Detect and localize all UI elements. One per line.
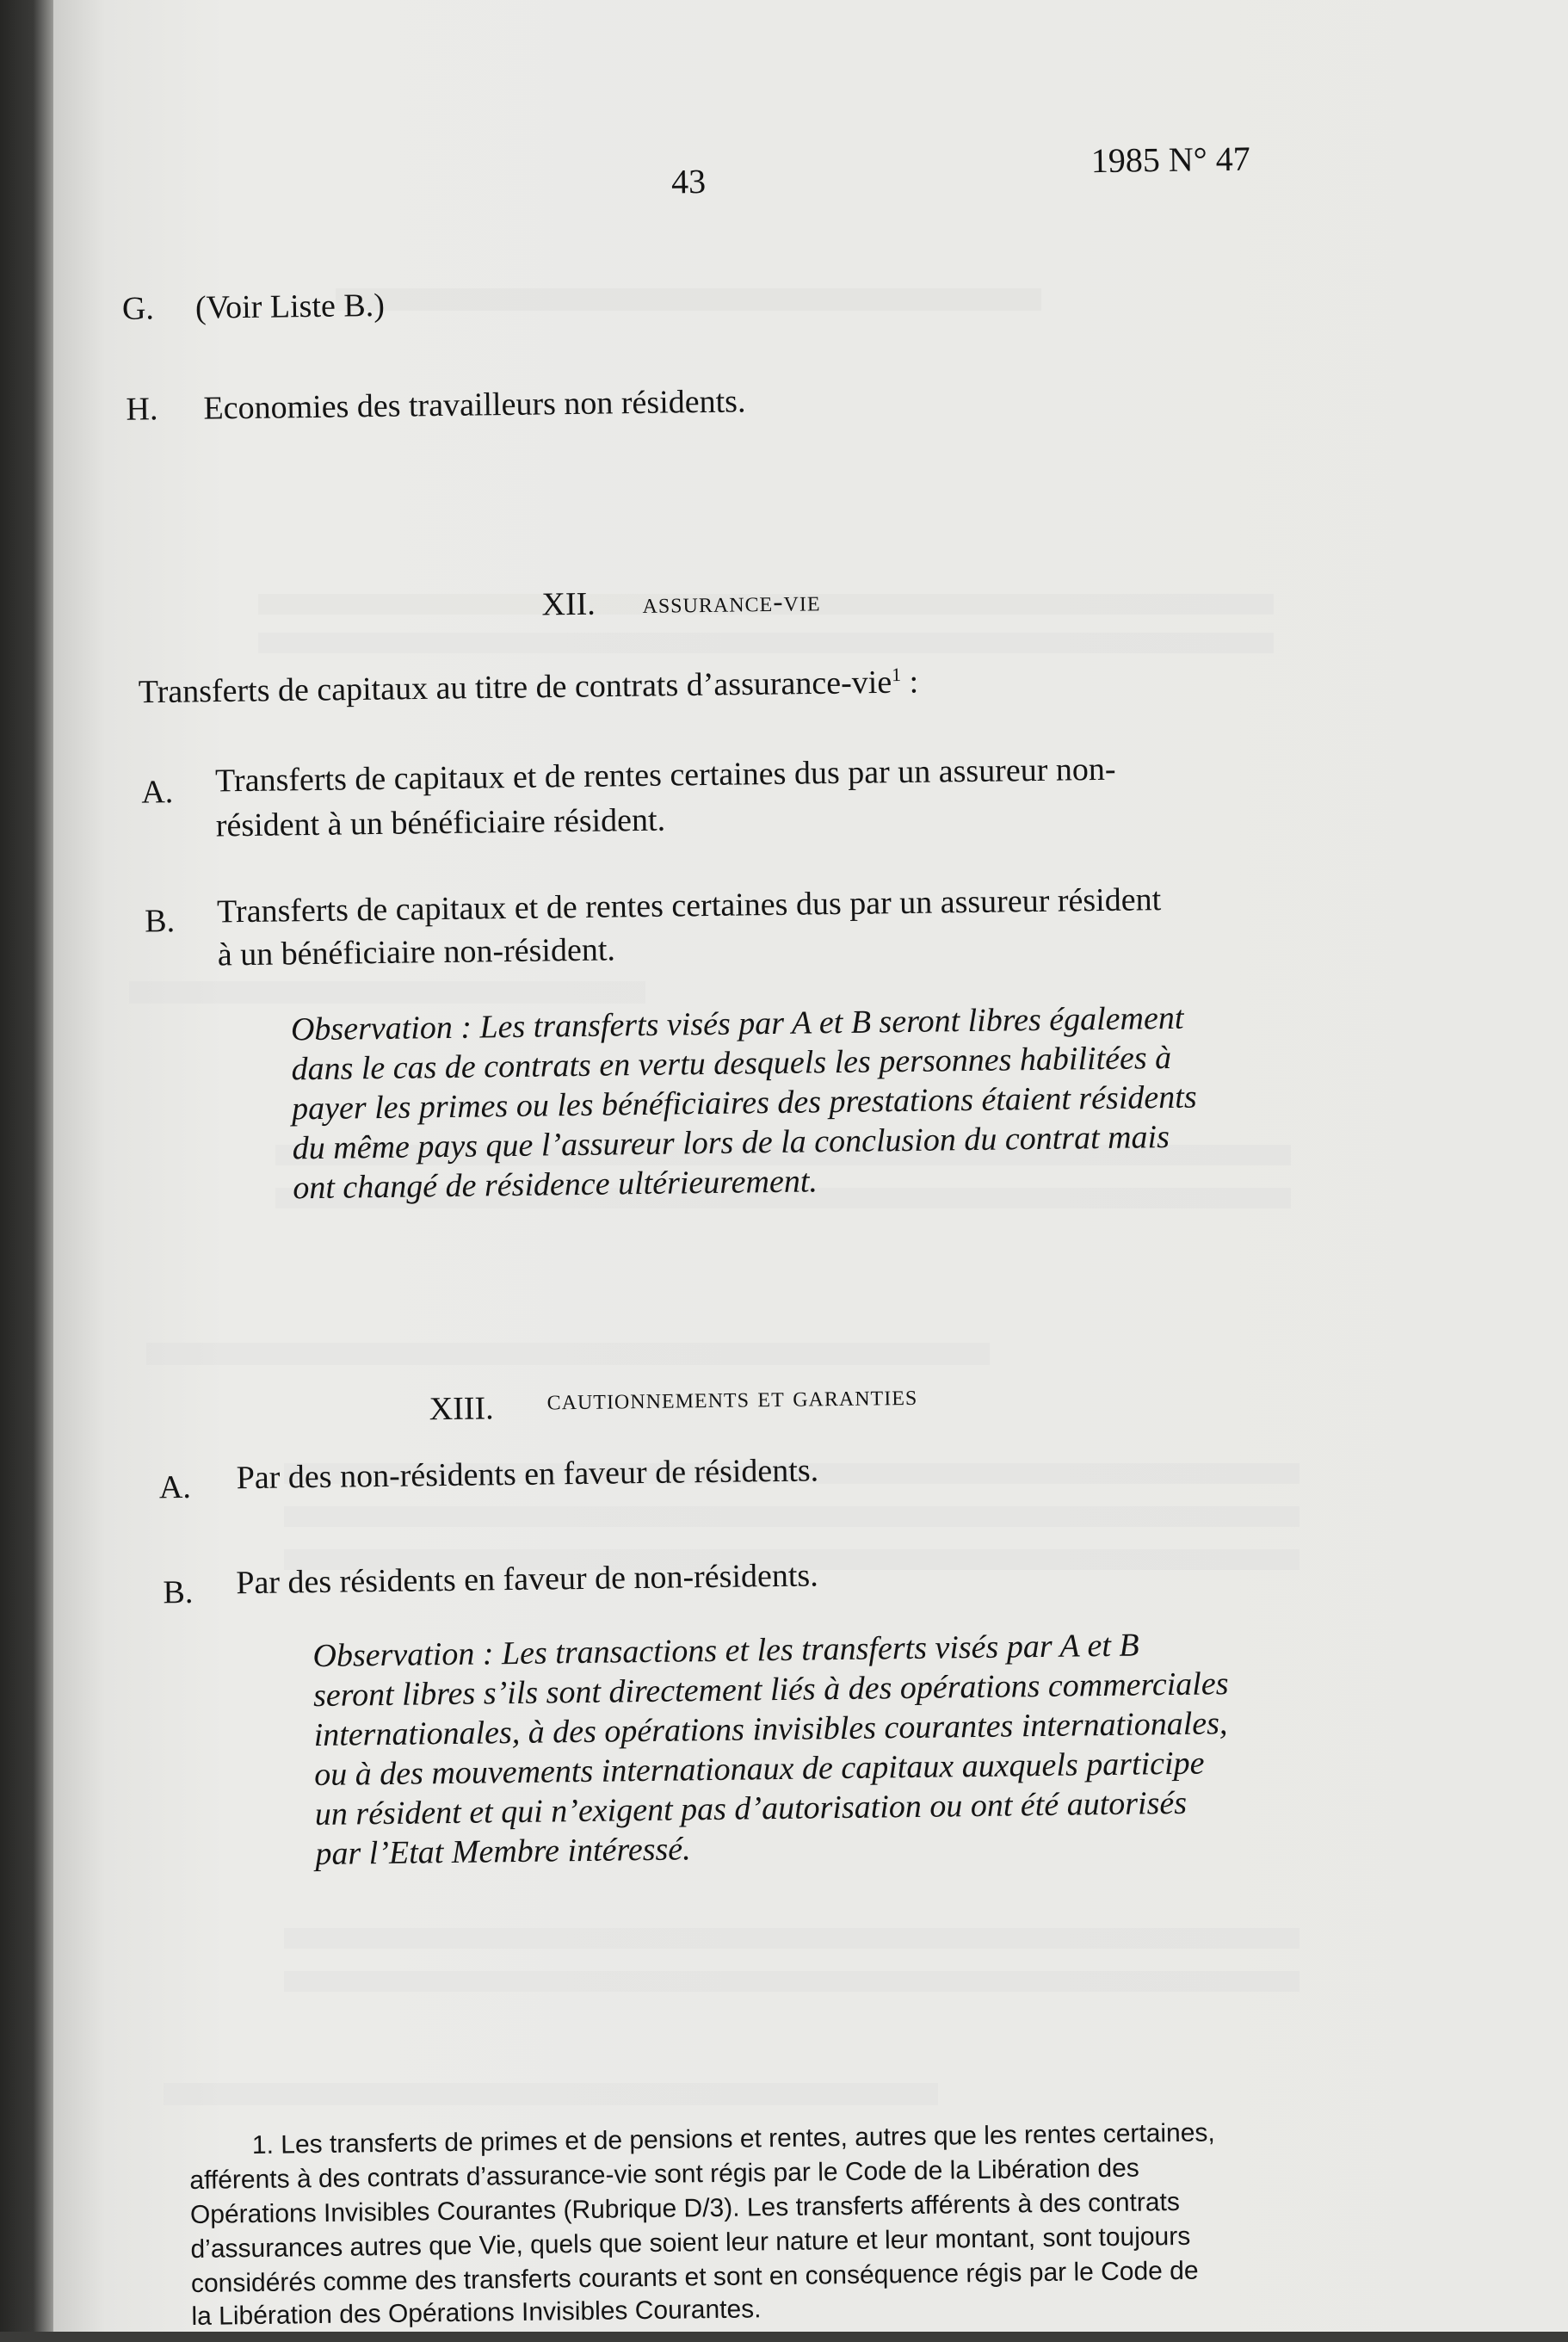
section-xii-observation-line: dans le cas de contrats en vertu desquels les personnes habilitées à xyxy=(291,1039,1172,1088)
section-xiii-observation-line: ou à des mouvements internationaux de capitaux auxquels participe xyxy=(313,1745,1205,1794)
section-xiii-observation-line: seront libres s’ils sont directement liés à des opérations commerciales xyxy=(312,1665,1229,1715)
section-xiii-observation-line: Observation : Les transactions et les transferts visés par A et B xyxy=(312,1627,1139,1675)
section-xii-item-a-line: résident à un bénéficiaire résident. xyxy=(215,801,666,844)
footnote-line: considérés comme des transferts courants et sont en conséquence régis par le Code de xyxy=(190,2256,1199,2298)
section-xii-item-b-letter: B. xyxy=(145,903,176,940)
footnote-marker: 1 xyxy=(891,664,902,686)
section-xii-title: assurance-vie xyxy=(642,585,821,620)
section-xii-item-b-line: Transferts de capitaux et de rentes certaines dus par un assureur résident xyxy=(216,881,1162,930)
section-xii-number: XII. xyxy=(541,585,596,623)
section-xii-observation-line: du même pays que l’assureur lors de la conclusion du contrat mais xyxy=(292,1118,1170,1167)
section-xiii-item-a-letter: A. xyxy=(158,1468,192,1506)
section-xiii-observation-line: par l’Etat Membre intéressé. xyxy=(315,1831,691,1873)
section-xii-item-a-letter: A. xyxy=(141,774,174,811)
section-xiii-title: cautionnements et garanties xyxy=(546,1379,918,1417)
footnote-line: afférents à des contrats d’assurance-vie sont régis par le Code de la Libération des xyxy=(189,2154,1139,2195)
footnote-line: Opérations Invisibles Courantes (Rubrique D/3). Les transferts afférents à des contrats xyxy=(189,2187,1181,2229)
section-xiii-item-b-letter: B. xyxy=(163,1573,194,1611)
footnote-line: 1. Les transferts de primes et de pensions et rentes, autres que les rentes certaines, xyxy=(251,2118,1215,2160)
section-xiii-observation-line: internationales, à des opérations invisibles courantes internationales, xyxy=(313,1705,1228,1754)
section-xii-observation-line: payer les primes ou les bénéficiaires des prestations étaient résidents xyxy=(291,1078,1197,1128)
section-xiii-observation-line: un résident et qui n’exigent pas d’autorisation ou ont été autorisés xyxy=(314,1784,1188,1833)
section-xiii-number: XIII. xyxy=(429,1390,494,1428)
document-reference: 1985 N° 47 xyxy=(1090,139,1250,181)
section-xiii-item-a-text: Par des non-résidents en faveur de résidents. xyxy=(236,1452,819,1497)
item-letter-g: G. xyxy=(121,290,155,327)
section-xii-item-a-line: Transferts de capitaux et de rentes certaines dus par un assureur non- xyxy=(214,751,1116,800)
footnote-line: d’assurances autres que Vie, quels que soient leur nature et leur montant, sont toujours xyxy=(190,2222,1191,2264)
item-h-text: Economies des travailleurs non résidents. xyxy=(203,383,746,427)
section-xii-observation-line: ont changé de résidence ultérieurement. xyxy=(293,1163,818,1207)
item-letter-h: H. xyxy=(126,391,158,428)
section-xii-item-b-line: à un bénéficiaire non-résident. xyxy=(217,931,616,973)
section-xiii-item-b-text: Par des résidents en faveur de non-résidents. xyxy=(236,1557,818,1602)
section-xii-intro: Transferts de capitaux au titre de contrats d’assurance-vie$^1$ : xyxy=(138,664,919,711)
item-g-text: (Voir Liste B.) xyxy=(194,287,386,326)
page-number: 43 xyxy=(670,161,707,201)
footnote-line: la Libération des Opérations Invisibles Courantes. xyxy=(191,2295,762,2331)
section-xii-observation-line: Observation : Les transferts visés par A et B seront libres également xyxy=(290,999,1184,1048)
